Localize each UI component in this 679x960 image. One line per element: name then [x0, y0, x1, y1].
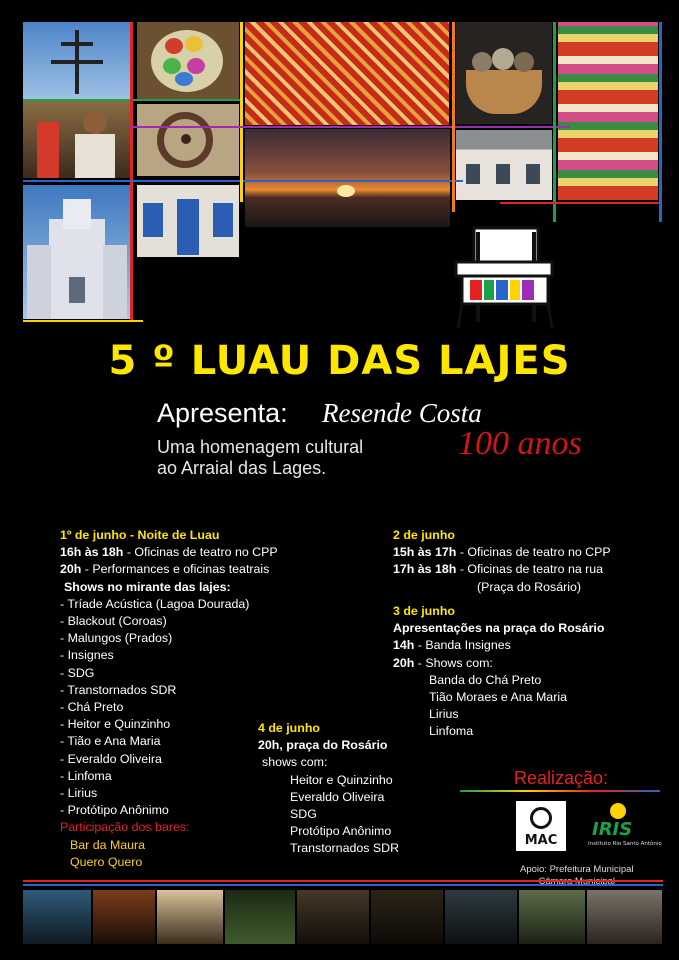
photo-cross [23, 22, 131, 100]
loom-illustration [448, 222, 568, 332]
photo-yarn-bowl [137, 22, 239, 100]
schedule-time: 20h [258, 738, 280, 753]
photo-wheel [137, 104, 239, 176]
schedule-row [393, 561, 611, 578]
show-item: - Malungos (Prados) [60, 631, 173, 646]
schedule-row [258, 737, 399, 754]
show-item: Transtornados SDR [290, 841, 400, 856]
schedule-time: 16h às 18h [60, 545, 124, 560]
photo-rug [558, 22, 658, 200]
photo-colonial-windows [137, 185, 239, 257]
show-item: Protótipo Anônimo [290, 824, 392, 839]
deco-line [553, 22, 556, 222]
shows-heading: Shows no mirante das lajes: [64, 579, 231, 594]
schedule-text: - Oficinas de teatro no CPP [123, 545, 278, 560]
show-item: Tião Moraes e Ana Maria [429, 690, 567, 705]
deco-line [659, 22, 662, 222]
show-item: - Chá Preto [60, 700, 124, 715]
schedule-text: - Performances e oficinas teatrais [81, 562, 270, 577]
show-item: - Blackout (Coroas) [60, 614, 167, 629]
show-item: - Insignes [60, 648, 114, 663]
subtitle [157, 437, 363, 479]
schedule-row [393, 544, 611, 561]
photo-strip-9 [587, 890, 662, 944]
day1-heading: 1º de junho - Noite de Luau [60, 528, 220, 542]
deco-line [130, 126, 570, 128]
anniversary-label: 100 anos [458, 425, 582, 462]
day3-section [393, 603, 604, 741]
show-item: - Heitor e Quinzinho [60, 717, 171, 732]
show-item: - SDG [60, 665, 95, 680]
town-name: Resende Costa [322, 398, 482, 428]
shows-intro: shows com: [262, 755, 328, 770]
apoio-line [520, 876, 634, 888]
deco-line [23, 884, 663, 886]
mac-logo [516, 801, 566, 851]
show-item: Linfoma [429, 724, 474, 739]
day1-section [60, 527, 278, 871]
photo-musicians [23, 100, 131, 178]
photo-building [456, 130, 552, 200]
schedule-location: (Praça do Rosário) [477, 579, 581, 594]
show-item: - Lirius [60, 786, 98, 801]
iris-logo-text: IRIS [592, 819, 633, 840]
schedule-row [60, 561, 278, 578]
subtitle-line: Uma homenagem cultural [157, 437, 364, 457]
schedule-text: - Shows com: [414, 655, 493, 670]
deco-line [23, 99, 243, 101]
schedule-time: 15h às 17h [393, 545, 457, 560]
photo-strip-4 [225, 890, 295, 944]
show-item: Everaldo Oliveira [290, 789, 385, 804]
schedule-text: - Banda Insignes [414, 638, 511, 653]
photo-strip-8 [519, 890, 585, 944]
iris-caption: Instituto Rio Santo Antônio [588, 841, 662, 847]
schedule-text: - Oficinas de teatro no CPP [456, 545, 611, 560]
schedule-time: 20h [60, 562, 82, 577]
photo-church [23, 185, 131, 319]
apresenta-label: Apresenta: [157, 398, 288, 428]
day3-subheading: Apresentações na praça do Rosário [393, 621, 605, 636]
show-item: Banda do Chá Preto [429, 672, 542, 687]
schedule-time: 20h [393, 655, 415, 670]
deco-line [23, 320, 143, 322]
photo-yarn-basket [456, 22, 552, 124]
photo-strip-5 [297, 890, 369, 944]
show-item: - Transtornados SDR [60, 682, 177, 697]
show-item: - Tríade Acústica (Lagoa Dourada) [60, 596, 250, 611]
deco-line [23, 880, 663, 882]
bar-item: Bar da Maura [70, 837, 146, 852]
day2-heading: 2 de junho [393, 528, 455, 542]
photo-weaving-red [245, 22, 449, 125]
show-item: - Tião e Ana Maria [60, 734, 161, 749]
photo-strip-1 [23, 890, 91, 944]
show-item: - Protótipo Anônimo [60, 803, 169, 818]
schedule-row [393, 655, 604, 672]
day4-heading: 4 de junho [258, 721, 320, 735]
apoio-line: Apoio: Prefeitura Municipal [520, 864, 634, 875]
schedule-time: 17h às 18h [393, 562, 457, 577]
day4-section [258, 720, 399, 858]
schedule-row [393, 637, 604, 654]
deco-line [130, 22, 133, 322]
bares-heading: Participação dos bares: [60, 820, 190, 835]
schedule-row [60, 544, 278, 561]
photo-strip-3 [157, 890, 223, 944]
deco-line [240, 22, 243, 202]
iris-logo [588, 803, 662, 853]
bar-item: Quero Quero [70, 854, 143, 869]
photo-strip-2 [93, 890, 155, 944]
show-item: - Everaldo Oliveira [60, 751, 162, 766]
schedule-text: - Oficinas de teatro na rua [456, 562, 604, 577]
photo-strip-7 [445, 890, 517, 944]
mac-logo-text: MAC [524, 833, 558, 848]
show-item: - Linfoma [60, 768, 112, 783]
show-item: Heitor e Quinzinho [290, 772, 393, 787]
subtitle-line: ao Arraial das Lages. [157, 458, 327, 478]
day3-heading: 3 de junho [393, 604, 455, 618]
deco-line [23, 180, 463, 182]
show-item: SDG [290, 807, 317, 822]
schedule-text: , praça do Rosário [279, 738, 388, 753]
deco-line [500, 202, 660, 204]
photo-sunset [245, 129, 450, 227]
schedule-time: 14h [393, 638, 415, 653]
event-title: 5 º LUAU DAS LAJES [108, 338, 571, 384]
day2-section [393, 527, 611, 596]
realizacao-heading: Realização: [514, 768, 609, 788]
photo-strip-6 [371, 890, 443, 944]
show-item: Lirius [429, 707, 459, 722]
realizacao-underline [460, 790, 660, 792]
deco-line [452, 22, 455, 212]
